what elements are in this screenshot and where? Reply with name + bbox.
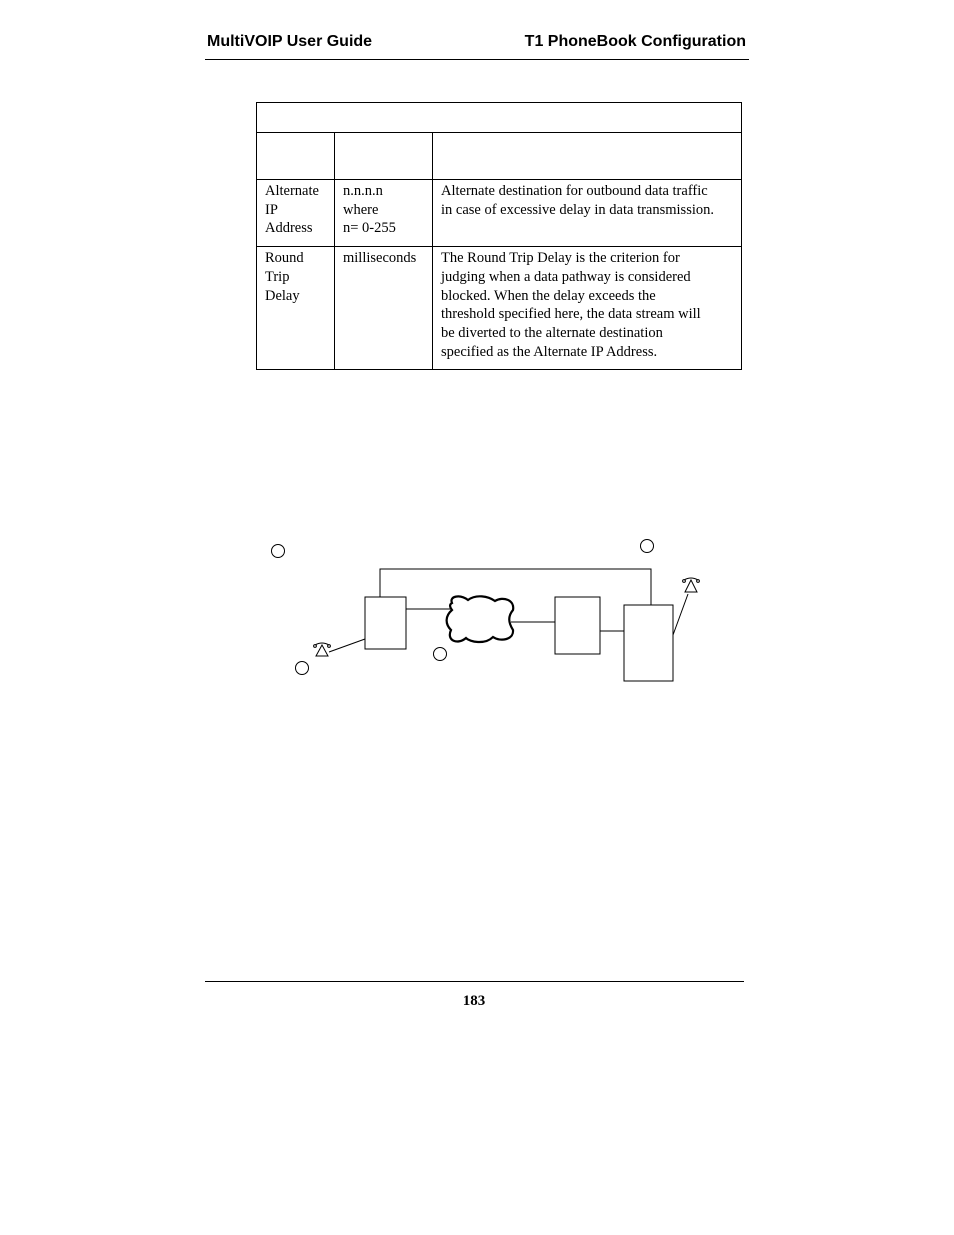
footer-rule [205, 981, 744, 982]
header-guide-title: MultiVOIP User Guide [207, 33, 373, 50]
local-voip-unit [365, 597, 406, 649]
values-line: n.n.n.n [343, 183, 383, 199]
remote-voip-unit [555, 597, 600, 654]
field-name-line: Delay [265, 287, 300, 304]
callout-circle [272, 545, 285, 558]
description-line: Alternate destination for outbound data traffic [441, 183, 708, 199]
telephone-icon [683, 578, 700, 592]
field-name-line: Round [265, 250, 304, 267]
description-line: blocked. When the delay exceeds the [441, 287, 656, 304]
phone-line [673, 594, 688, 635]
header-section-title: T1 PhoneBook Configuration [524, 33, 746, 50]
phone-line [329, 639, 365, 652]
description-line: be diverted to the alternate destination [441, 324, 663, 341]
field-name-line: Alternate [265, 183, 319, 199]
description-line: specified as the Alternate IP Address. [441, 343, 658, 360]
callout-circle [641, 540, 654, 553]
values-line: n= 0-255 [343, 220, 396, 237]
description-line: in case of excessive delay in data transmission. [441, 201, 715, 218]
page-number: 183 [462, 993, 486, 1009]
description-line: The Round Trip Delay is the criterion for [441, 250, 680, 267]
pbx [624, 605, 673, 681]
field-name-line: Trip [265, 268, 290, 285]
description-line: threshold specified here, the data stream will [441, 306, 701, 323]
description-line: judging when a data pathway is considered [441, 268, 691, 285]
telephone-icon [314, 643, 331, 656]
ip-network-cloud-icon [447, 596, 514, 642]
field-name-line: Address [265, 220, 313, 237]
alternate-route-line [380, 569, 651, 605]
callout-circle [296, 662, 309, 675]
values-line: milliseconds [343, 250, 417, 267]
field-name-line: IP [265, 201, 278, 218]
values-line: where [343, 201, 379, 218]
callout-circle [434, 648, 447, 661]
